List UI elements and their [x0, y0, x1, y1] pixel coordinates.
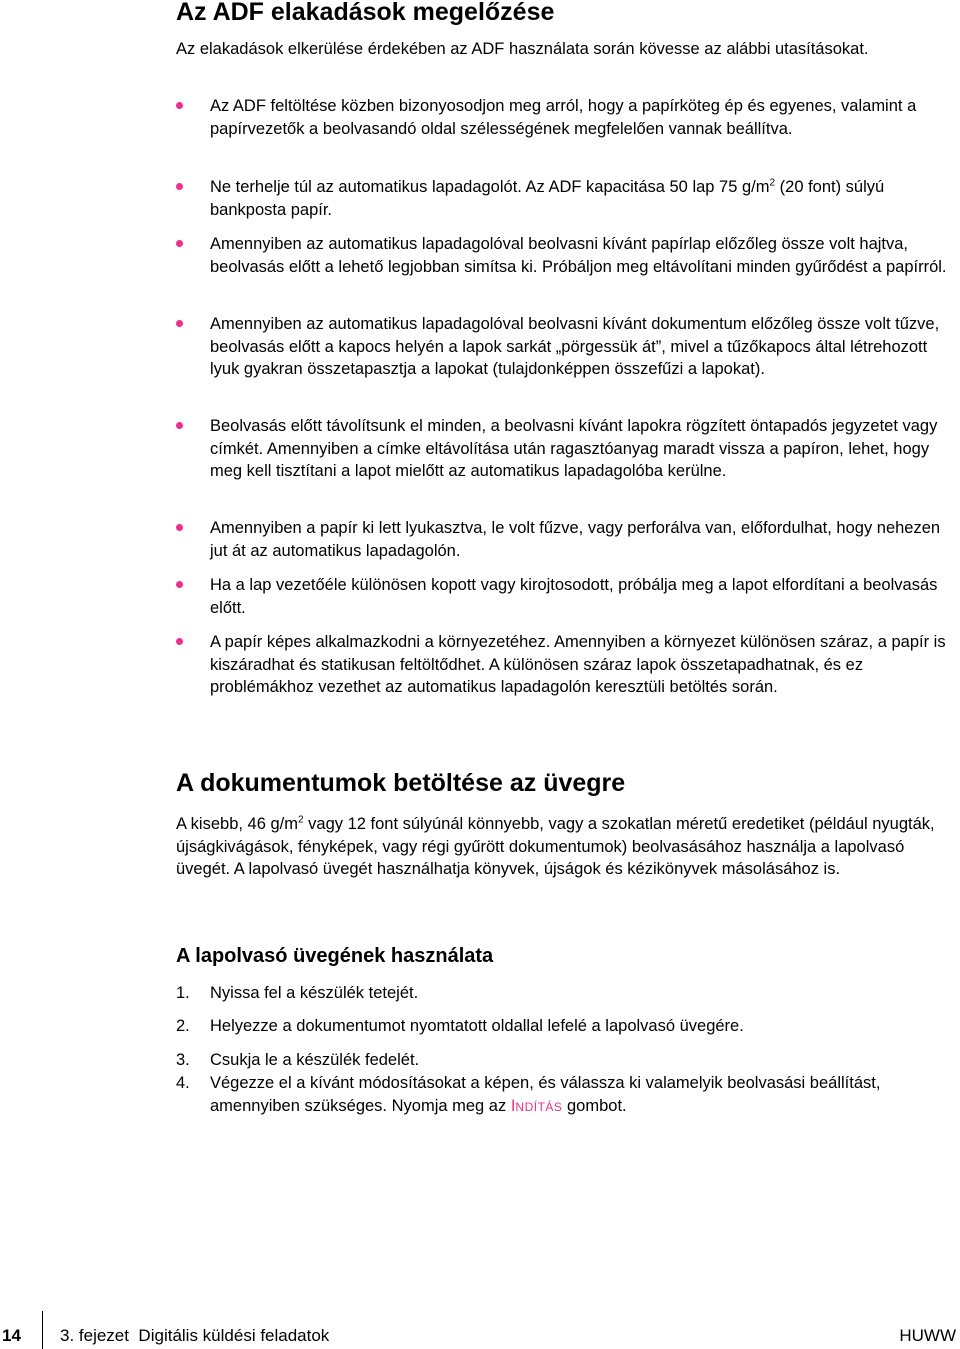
footer-divider — [42, 1311, 43, 1349]
list-item-text: Amennyiben az automatikus lapadagolóval beolvasni kívánt dokumentum előzőleg össze volt tűzve, beolvasás előtt a kapocs helyén a lapok sarkát „pörgessük át”, mivel a tűzőkapocs által létrehozott lyuk gyakran összetapasztja a lapokat (tulajdonképpen összefűzi a lapokat). — [210, 315, 940, 378]
section-title-adf-jams: Az ADF elakadások megelőzése — [176, 0, 555, 26]
step-text: Nyissa fel a készülék tetejét. — [210, 984, 419, 1002]
list-item-text: Ha a lap vezetőéle különösen kopott vagy kirojtosodott, próbálja meg a lapot elfordítani a beolvasás előtt. — [210, 576, 938, 617]
bullet-icon — [176, 638, 183, 645]
list-item-text: A papír képes alkalmazkodni a környezetéhez. Amennyiben a környezet különösen száraz, a papír is kiszáradhat és statikusan feltöltődhet. A különösen száraz lapok összetapadhatnak, és ez problémákhoz vezethet az automatikus lapadagolón keresztüli betöltés során. — [210, 633, 946, 696]
subsection-title-scanner-glass: A lapolvasó üvegének használata — [176, 945, 494, 967]
list-item-text: Amennyiben az automatikus lapadagolóval beolvasni kívánt papírlap előzőleg össze volt hajtva, beolvasás előtt a lehető legjobban simítsa ki. Próbáljon meg eltávolítani minden gyűrődést a papírról. — [210, 235, 947, 276]
step-number: 4. — [176, 1074, 190, 1092]
list-item-text: Ne terhelje túl az automatikus lapadagolót. Az ADF kapacitása 50 lap 75 $g/m^2$ (20 font) súlyú bankposta papír. — [210, 177, 885, 219]
step-text: Végezze el a kívánt módosításokat a képen, és válassza ki valamelyik beolvasási beállítást, amennyiben szükséges. Nyomja meg az INDÍTÁS gombot. — [210, 1074, 881, 1115]
step-number: 1. — [176, 984, 190, 1002]
bullet-icon — [176, 240, 183, 247]
bullet-icon — [176, 581, 183, 588]
step-number: 3. — [176, 1051, 190, 1069]
step-text: Helyezze a dokumentumot nyomtatott oldallal lefelé a lapolvasó üvegére. — [210, 1017, 744, 1035]
chapter-title: 3. fejezet Digitális küldési feladatok — [60, 1326, 330, 1345]
step-text: Csukja le a készülék fedelét. — [210, 1051, 420, 1069]
bullet-icon — [176, 320, 183, 327]
section-intro: Az elakadások elkerülése érdekében az ADF használata során kövesse az alábbi utasításokat. — [176, 40, 869, 58]
list-item-text: Az ADF feltöltése közben bizonyosodjon meg arról, hogy a papírköteg ép és egyenes, valamint a papírvezetők a beolvasandó oldal szélességének megfelelően vannak beállítva. — [210, 97, 917, 138]
bullet-icon — [176, 524, 183, 531]
brand-label: HUWW — [899, 1326, 956, 1345]
start-button-label: INDÍTÁS — [510, 1096, 563, 1115]
bullet-icon — [176, 102, 183, 109]
list-item-text: Amennyiben a papír ki lett lyukasztva, le volt fűzve, vagy perforálva van, előfordulhat, hogy nehezen jut át az automatikus lapadagolón. — [210, 519, 941, 560]
page-number: 14 — [2, 1326, 21, 1345]
step-number: 2. — [176, 1017, 190, 1035]
section-title-glass-loading: A dokumentumok betöltése az üvegre — [176, 769, 626, 797]
list-item-text: Beolvasás előtt távolítsunk el minden, a beolvasni kívánt lapokra rögzített öntapadós jegyzetet vagy címkét. Amennyiben a címke eltávolítása után ragasztóanyag maradt vissza a papíron, lehet, hogy meg kell tisztítani a lapot mielőtt az automatikus lapadagolóba kerülne. — [210, 417, 938, 480]
bullet-icon — [176, 422, 183, 429]
bullet-icon — [176, 183, 183, 190]
section-intro: A kisebb, 46 $g/m^2$ vagy 12 font súlyúnál könnyebb, vagy a szokatlan méretű eredetiket (például nyugták, újságkivágások, fényképek, vagy régi gyűrött dokumentumok) beolvasásához használja a lapolvasó üvegét. A lapolvasó üvegét használhatja könyvek, újságok és kézikönyvek másolásához is. — [176, 814, 935, 878]
